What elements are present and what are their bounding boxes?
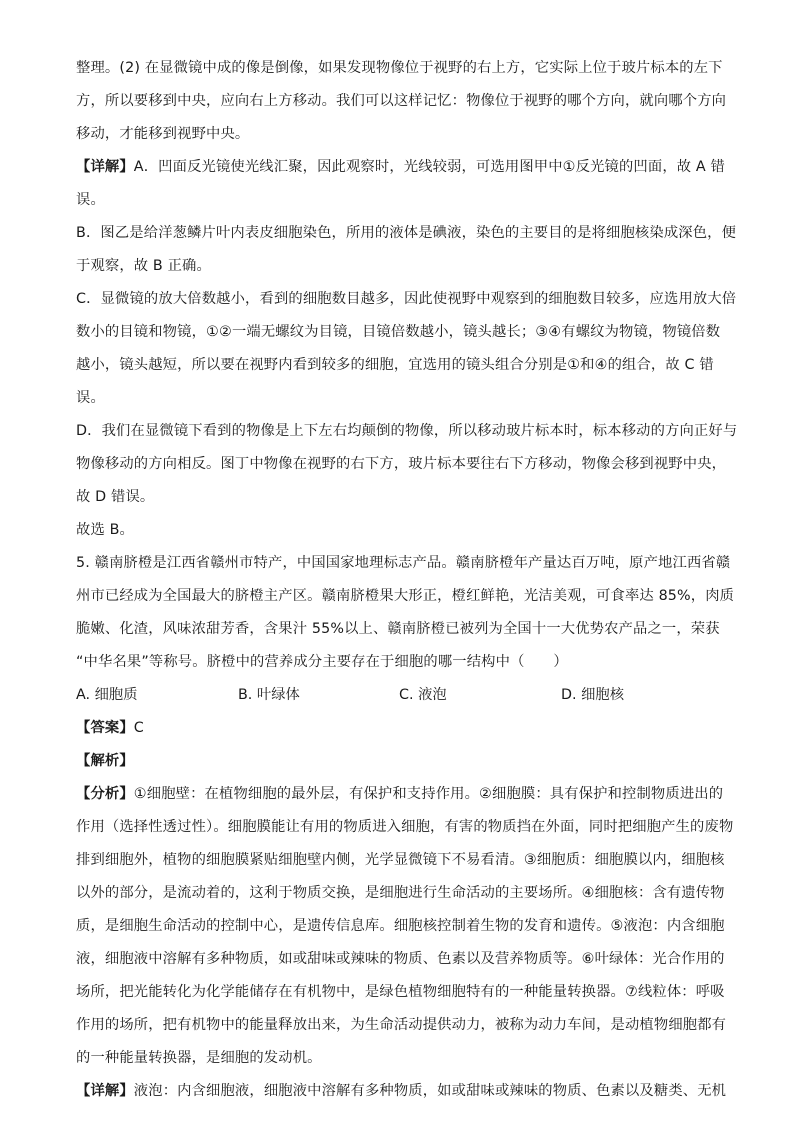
analysis-tag: 【分析】 (76, 786, 134, 802)
detail-text: 液泡：内含细胞液，细胞液中溶解有多种物质，如或甜味或辣味的物质、色素以及糖类、无机 (133, 1083, 727, 1099)
text-line: 作用（选择性透过性）。细胞膜能让有用的物质进入细胞，有害的物质挡在外面，同时把细胞产生的废物 (76, 819, 734, 835)
text-line: 故 D 错误。 (76, 489, 155, 505)
text-line: 作用的场所，把有机物中的能量释放出来，为生命活动提供动力，被称为动力车间，是动植物细胞都有 (76, 1017, 727, 1033)
text-line: D．我们在显微镜下看到的物像是上下左右均颠倒的物像，所以移动玻片标本时，标本移动的方向正好与 (76, 423, 738, 439)
text-line: 方，所以要移到中央，应向右上方移动。我们可以这样记忆：物像位于视野的哪个方向，就向哪个方向 (76, 93, 727, 109)
analysis-line (76, 778, 724, 811)
text-line: 故选 B。 (76, 522, 134, 538)
text-line: 整理。(2) 在显微镜中成的像是倒像，如果发现物像位于视野的右上方，它实际上位于玻片标本的左下 (76, 60, 723, 76)
text-line: 数小的目镜和物镜，①②一端无螺纹为目镜，目镜倍数越小，镜头越长；③④有螺纹为物镜，物镜倍数 (76, 324, 721, 340)
question-line: 脆嫩、化渣，风味浓甜芳香，含果汁 55%以上、赣南脐橙已被列为全国十一大优势农产品之一，荣获 (76, 621, 720, 637)
question-line: “中华名果”等称号。脐橙中的营养成分主要存在于细胞的哪一结构中（ ） (76, 654, 568, 670)
text-line: 越小，镜头越短，所以要在视野内看到较多的细胞，宜选用的镜头组合分别是①和④的组合，故 C 错 (76, 357, 714, 373)
text-line: 场所，把光能转化为化学能储存在有机物中，是绿色植物细胞特有的一种能量转换器。⑦线粒体：呼吸 (76, 984, 725, 1000)
answer-value: C (133, 720, 144, 736)
text-line: 物像移动的方向相反。图丁中物像在视野的右下方，玻片标本要往右下方移动，物像会移到视野中央， (76, 456, 727, 472)
text-line: 质，是细胞生命活动的控制中心，是遗传信息库。细胞核控制着生物的发育和遗传。⑤液泡：内含细胞 (76, 918, 725, 934)
text-line: 的一种能量转换器，是细胞的发动机。 (76, 1050, 322, 1066)
answer-options (76, 679, 716, 712)
option-b: B. 叶绿体 (238, 687, 300, 703)
text-line: 排到细胞外，植物的细胞膜紧贴细胞壁内侧，光学显微镜下不易看清。③细胞质：细胞膜以内，细胞核 (76, 852, 725, 868)
detail-line (76, 1075, 727, 1108)
detail-tag: 【详解】 (76, 1083, 134, 1099)
question-line: 州市已经成为全国最大的脐橙主产区。赣南脐橙果大形正，橙红鲜艳，光洁美观，可食率达 85%，肉质 (76, 588, 735, 604)
text-line: 于观察，故 B 正确。 (76, 258, 211, 274)
text-line: C．显微镜的放大倍数越小，看到的细胞数目越多，因此使视野中观察到的细胞数目较多，应选用放大倍 (76, 291, 737, 307)
analysis-text: ①细胞壁：在植物细胞的最外层，有保护和支持作用。②细胞膜：具有保护和控制物质进出的 (133, 786, 724, 802)
detail-tag: 【详解】 (76, 159, 134, 175)
text-line: 以外的部分，是流动着的，这利于物质交换，是细胞进行生命活动的主要场所。④细胞核：含有遗传物 (76, 885, 725, 901)
text-line: 误。 (76, 390, 105, 406)
option-a: A. 细胞质 (76, 687, 138, 703)
question-line: 5. 赣南脐橙是江西省赣州市特产，中国国家地理标志产品。赣南脐橙年产量达百万吨，原产地江西省赣 (76, 555, 731, 571)
detail-line (76, 151, 725, 184)
text-line: B．图乙是给洋葱鳞片叶内表皮细胞染色，所用的液体是碘液，染色的主要目的是将细胞核染成深色，便 (76, 225, 737, 241)
detail-text: A．凹面反光镜使光线汇聚，因此观察时，光线较弱，可选用图甲中①反光镜的凹面，故 A 错 (133, 159, 725, 175)
option-c: C. 液泡 (399, 687, 447, 703)
text-line: 误。 (76, 192, 105, 208)
text-line: 移动，才能移到视野中央。 (76, 126, 250, 142)
analysis-heading: 【解析】 (76, 753, 134, 769)
document-page (76, 52, 738, 1108)
answer-tag: 【答案】 (76, 720, 134, 736)
option-d: D. 细胞核 (561, 687, 624, 703)
text-line: 液，细胞液中溶解有多种物质，如或甜味或辣味的物质、色素以及营养物质等。⑥叶绿体：光合作用的 (76, 951, 725, 967)
answer-line (76, 712, 716, 745)
